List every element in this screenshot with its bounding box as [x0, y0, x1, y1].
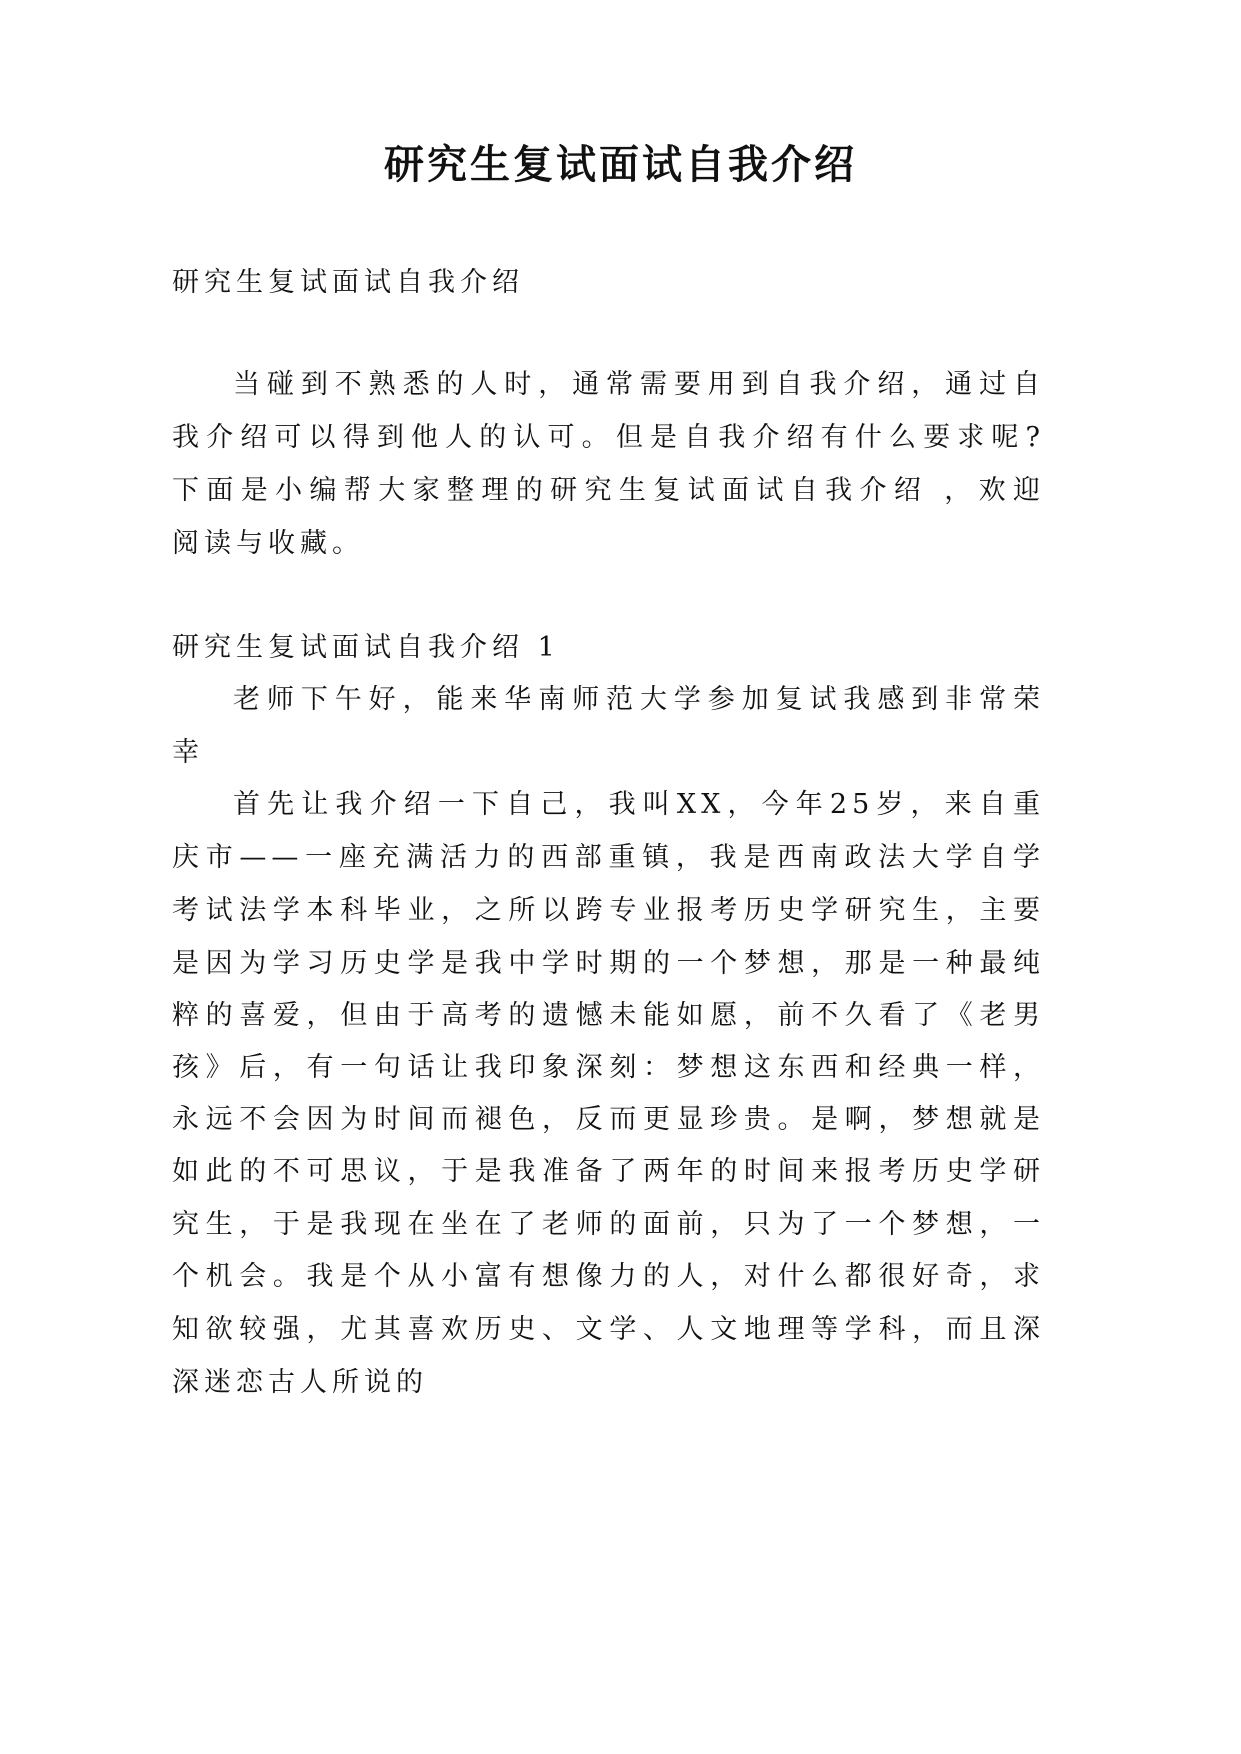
paragraph-line: 粹的喜爱，但由于高考的遗憾未能如愿，前不久看了《老男 — [172, 1000, 1045, 1031]
paragraph-line: 阅读与收藏。 — [172, 528, 364, 559]
paragraph-line: 我介绍可以得到他人的认可。但是自我介绍有什么要求呢? — [172, 422, 1045, 453]
document-subtitle: 研究生复试面试自我介绍 — [172, 267, 524, 298]
paragraph-line: 庆市——一座充满活力的西部重镇，我是西南政法大学自学 — [172, 842, 1045, 873]
paragraph-line: 考试法学本科毕业，之所以跨专业报考历史学研究生，主要 — [172, 895, 1045, 926]
paragraph-line: 深迷恋古人所说的 — [172, 1367, 428, 1398]
paragraph-line: 下面是小编帮大家整理的研究生复试面试自我介绍 ，欢迎 — [172, 475, 1045, 506]
paragraph-line: 当碰到不熟悉的人时，通常需要用到自我介绍，通过自 — [233, 369, 1045, 400]
paragraph-line: 个机会。我是个从小富有想像力的人，对什么都很好奇，求 — [172, 1261, 1045, 1292]
paragraph-line: 是因为学习历史学是我中学时期的一个梦想，那是一种最纯 — [172, 948, 1045, 979]
paragraph-line: 首先让我介绍一下自己，我叫XX，今年25岁，来自重 — [233, 789, 1045, 820]
paragraph-line: 如此的不可思议，于是我准备了两年的时间来报考历史学研 — [172, 1156, 1045, 1187]
paragraph-line: 究生，于是我现在坐在了老师的面前，只为了一个梦想，一 — [172, 1209, 1045, 1240]
section-heading: 研究生复试面试自我介绍 1 — [172, 632, 560, 663]
paragraph-line: 孩》后，有一句话让我印象深刻：梦想这东西和经典一样， — [172, 1052, 1045, 1083]
document-title: 研究生复试面试自我介绍 — [384, 141, 857, 188]
paragraph-line: 老师下午好，能来华南师范大学参加复试我感到非常荣 — [233, 684, 1045, 715]
paragraph-line: 幸 — [172, 737, 204, 768]
paragraph-line: 永远不会因为时间而褪色，反而更显珍贵。是啊，梦想就是 — [172, 1104, 1045, 1135]
paragraph-line: 知欲较强，尤其喜欢历史、文学、人文地理等学科，而且深 — [172, 1314, 1045, 1345]
